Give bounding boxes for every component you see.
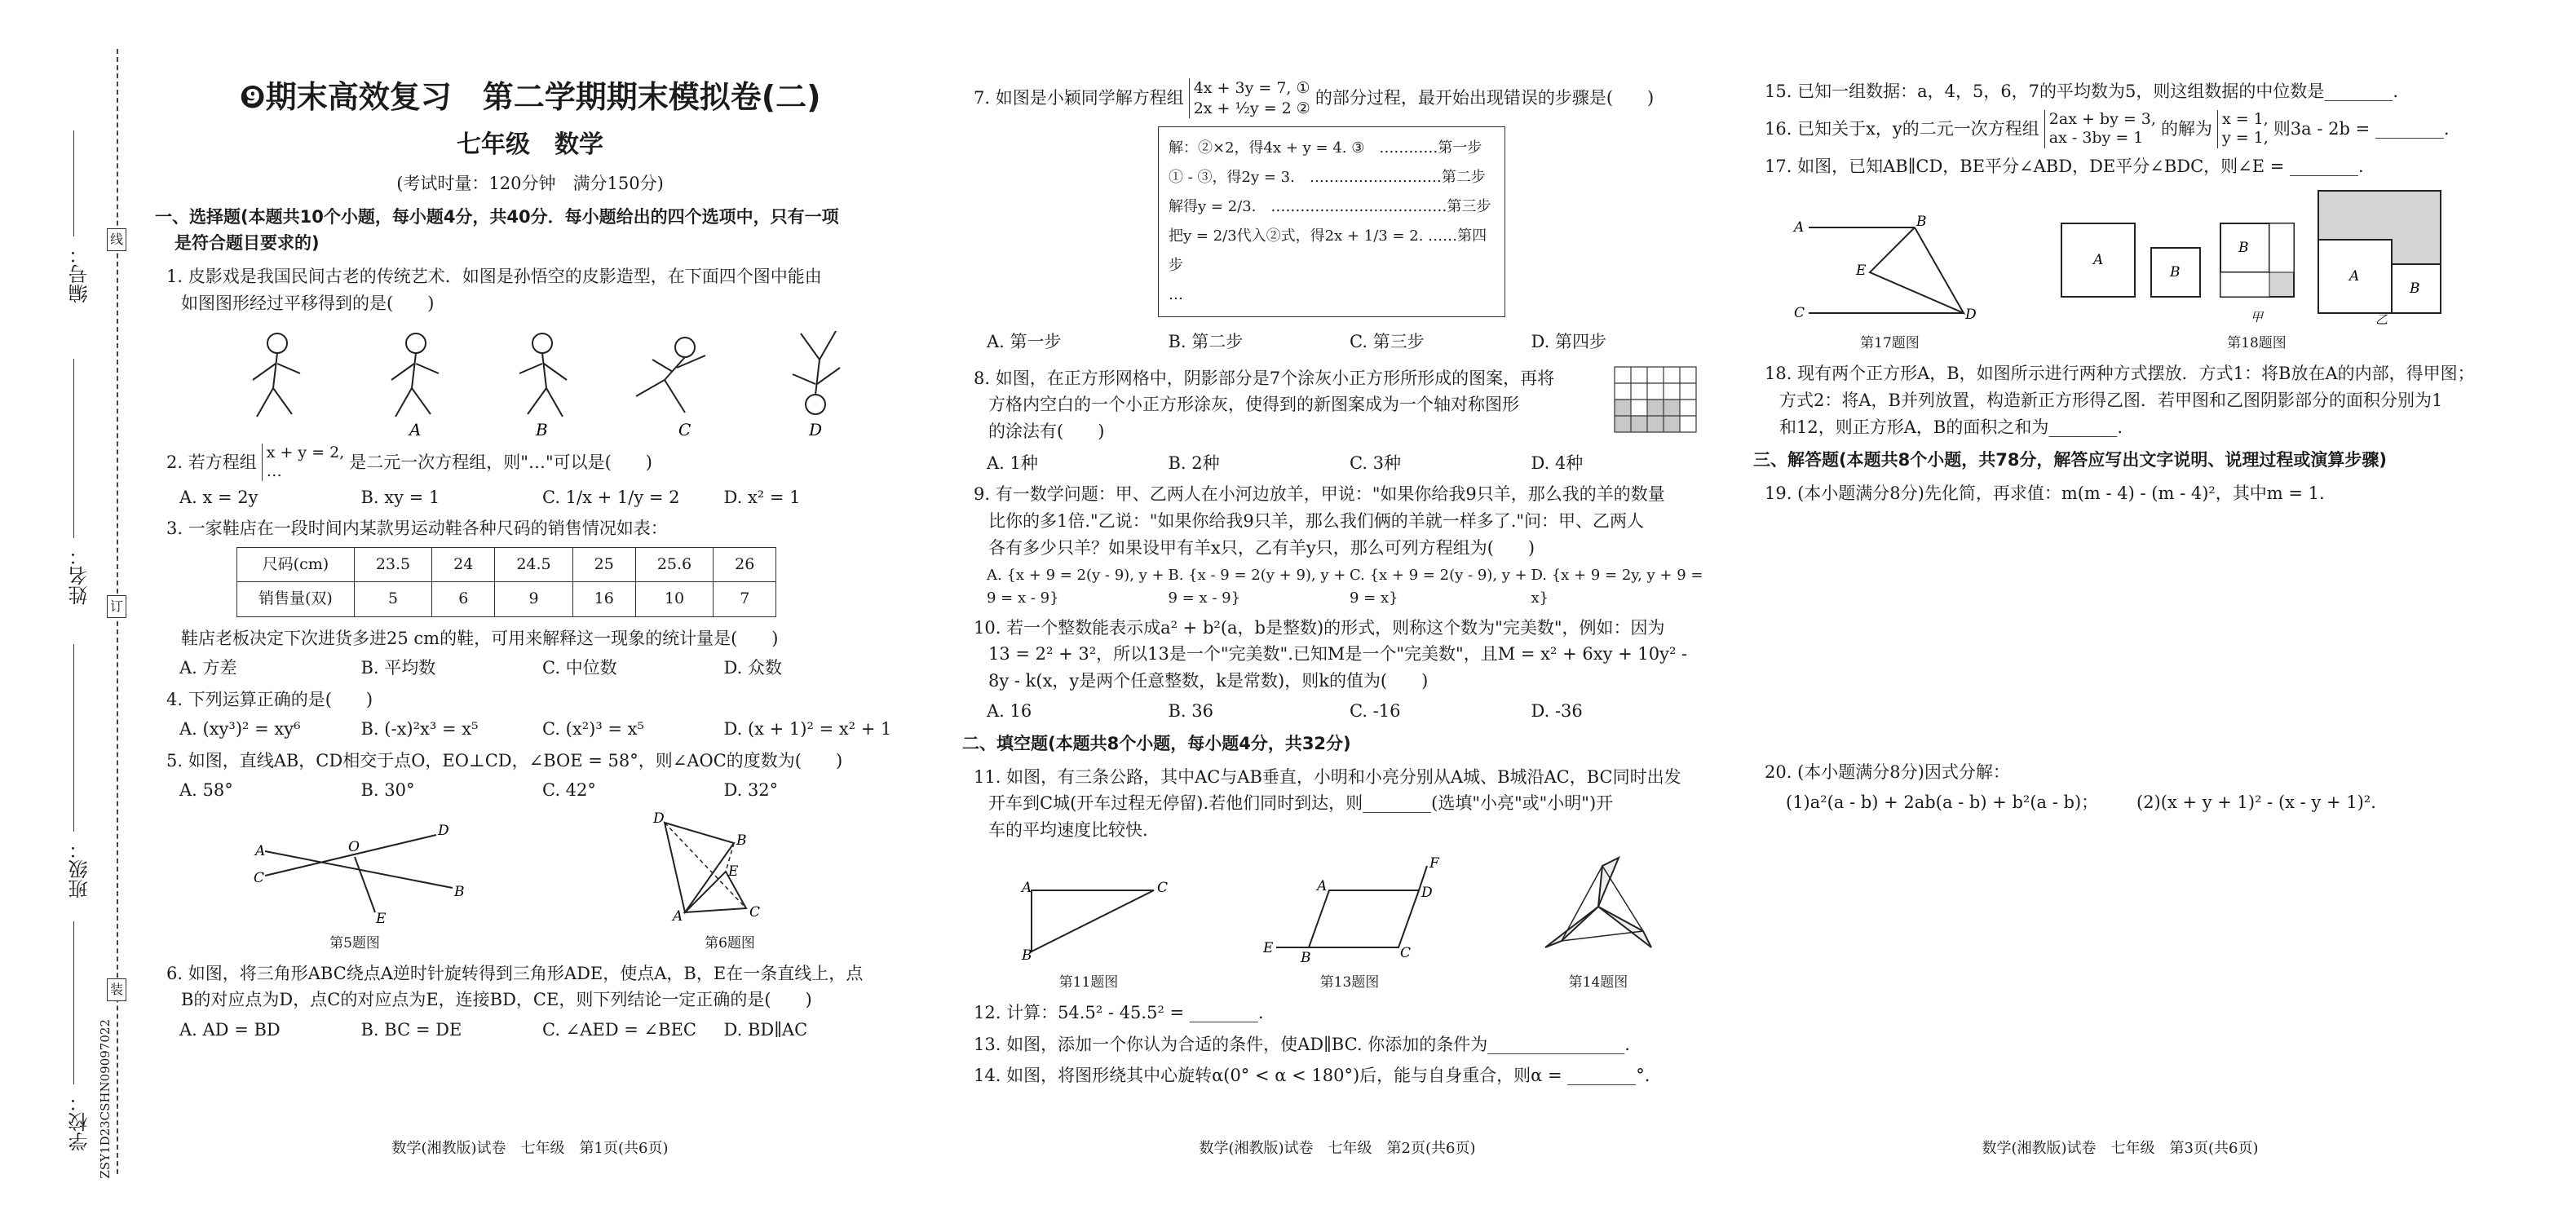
q18-line3: 和12，则正方形A，B的面积之和为________. [1779, 417, 2123, 437]
q7-option-b[interactable]: B. 第二步 [1168, 332, 1244, 352]
q7-sys1: 4x + 3y = 7, ① [1193, 79, 1310, 97]
cell: 6 [432, 582, 495, 616]
cell: 25 [572, 547, 635, 581]
svg-text:C: C [254, 869, 265, 886]
question-14: 14. 如图，将图形绕其中心旋转α(0° < α < 180°)后，能与自身重合，则α = ________°. [974, 1066, 1650, 1086]
fig14-diagram [1529, 850, 1668, 964]
question-17: 17. 如图，已知AB∥CD，BE平分∠ABD，DE平分∠BDC，则∠E = ________. [1765, 157, 2364, 177]
q2-system [262, 444, 345, 481]
fig14-caption: 第14题图 [1568, 974, 1628, 991]
q9-options [987, 564, 1712, 610]
footer-page-2: 数学(湘教版)试卷 七年级 第2页(共6页) [1199, 1140, 1476, 1157]
fig17-caption: 第17题图 [1860, 335, 1920, 352]
q7-option-d[interactable]: D. 第四步 [1531, 332, 1606, 352]
svg-text:B: B [2409, 280, 2419, 297]
question-18 [1765, 360, 2487, 440]
footer-page-3: 数学(湘教版)试卷 七年级 第3页(共6页) [1982, 1140, 2259, 1157]
q16-sol1: x = 1, [2221, 109, 2269, 128]
question-16 [1765, 110, 2487, 149]
cell: 24.5 [495, 547, 572, 581]
mark-mid: 订 [107, 595, 126, 618]
q2-option-a[interactable]: A. x = 2y [179, 487, 258, 507]
q10-line2: 13 = 2² + 3²，所以13是一个"完美数".已知M是一个"完美数"，且M = x² + 6xy + 10y² - [988, 644, 1688, 664]
question-2 [166, 444, 905, 481]
q3-options [179, 655, 905, 682]
fig5-caption: 第5题图 [329, 934, 380, 951]
q7-step-4: 把y = 2/3代入②式，得2x + 1/3 = 2. ……第四步 [1169, 227, 1487, 275]
puppet-b [519, 333, 567, 417]
q9-option-d[interactable]: D. {x + 9 = 2y, y + 9 = x} [1531, 567, 1703, 607]
q11-q14-figures [962, 850, 1712, 993]
q2-sys1: x + y = 2, [266, 444, 345, 462]
q7-step-5: … [1169, 286, 1183, 304]
q10-option-d[interactable]: D. -36 [1531, 700, 1583, 721]
xuexiao-label: 学校： [68, 1093, 91, 1151]
banji-blank [73, 644, 74, 832]
question-3: 3. 一家鞋店在一段时间内某款男运动鞋各种尺码的销售情况如表： [166, 519, 668, 539]
question-13: 13. 如图，添加一个你认为合适的条件，使AD∥BC. 你添加的条件为________________. [974, 1034, 1630, 1054]
q7-step-3: 解得y = 2/3. ………………………………第三步 [1169, 198, 1491, 216]
q7-step-2: ① - ③，得2y = 3. ………………………第二步 [1169, 169, 1486, 187]
q1-line2: 如图图形经过平移得到的是( ) [181, 293, 435, 313]
q10-option-a[interactable]: A. 16 [987, 700, 1032, 721]
question-7 [974, 78, 1712, 118]
q18-line2: 方式2：将A，B并列放置，构造新正方形得乙图．若甲图和乙图阴影部分的面积分别为1 [1779, 391, 2443, 411]
q16-mid: 的解为 [2160, 119, 2212, 139]
mark-top: 线 [107, 228, 126, 251]
q7-post: 的部分过程，最开始出现错误的步骤是( ) [1315, 88, 1655, 108]
jia-label: 甲 [2250, 309, 2263, 325]
q10-option-c[interactable]: C. -16 [1350, 700, 1401, 721]
cell: 25.6 [635, 547, 713, 581]
svg-text:D: D [1964, 306, 1977, 323]
q19-answer-space[interactable] [1753, 510, 2487, 754]
table-row [237, 582, 776, 616]
section-3-heading: 三、解答题(本题共8个小题，共78分，解答应写出文字说明、说理过程或演算步骤) [1753, 450, 2388, 470]
yi-label: 乙 [2375, 311, 2388, 327]
q8-option-a[interactable]: A. 1种 [987, 453, 1038, 473]
cell: 10 [635, 582, 713, 616]
question-8 [974, 365, 1615, 445]
svg-text:B: B [1301, 950, 1311, 967]
q6-options [179, 1017, 905, 1044]
q1-figures [188, 323, 905, 440]
svg-text:A: A [2092, 251, 2103, 268]
q3-table [236, 547, 776, 617]
q4-option-d[interactable]: D. (x + 1)² = x² + 1 [723, 719, 892, 740]
fig6 [648, 810, 811, 954]
q16-pre: 16. 已知关于x，y的二元一次方程组 [1765, 119, 2039, 139]
q7-option-c[interactable]: C. 第三步 [1350, 332, 1425, 352]
q6-option-a[interactable]: A. AD = BD [179, 1019, 281, 1040]
q6-option-b[interactable]: B. BC = DE [360, 1019, 462, 1040]
page-1 [155, 73, 905, 1049]
svg-text:B: B [2238, 239, 2248, 256]
q7-process-box [1158, 126, 1505, 317]
paper-code: ZSY1D23CSHN09097022 [98, 1019, 113, 1179]
q6-option-c[interactable]: C. ∠AED = ∠BEC [542, 1019, 696, 1040]
q20-part-1: (1)a²(a - b) + 2ab(a - b) + b²(a - b)； [1786, 792, 2099, 812]
xingming-label: 姓名： [68, 546, 91, 605]
svg-text:E: E [376, 910, 387, 927]
svg-text:A: A [2348, 267, 2359, 285]
svg-text:D: D [653, 810, 665, 827]
shadow-puppets [228, 323, 864, 440]
q7-system [1189, 78, 1310, 118]
q10-option-b[interactable]: B. 36 [1168, 700, 1214, 721]
svg-text:E: E [728, 863, 739, 880]
question-19: 19. (本小题满分8分)先化简，再求值：m(m - 4) - (m - 4)²，其中m = 1. [1765, 483, 2325, 503]
q10-line1: 10. 若一个整数能表示成a² + b²(a，b是整数)的形式，则称这个数为"完美数"，例如：因为 [974, 617, 1665, 638]
q10-line3: 8y - k(x，y是两个任意整数，k是常数)，则k的值为( ) [988, 670, 1429, 691]
label-b: B [536, 420, 548, 440]
q2-option-b[interactable]: B. xy = 1 [360, 487, 440, 507]
q7-option-a[interactable]: A. 第一步 [987, 332, 1062, 352]
q11-line3: 车的平均速度比较快. [988, 819, 1148, 840]
q6-line1: 6. 如图，将三角形ABC绕点A逆时针旋转得到三角形ADE，使点A，B，E在一条直线上，点 [166, 963, 864, 983]
fig11-caption: 第11题图 [1058, 974, 1119, 991]
page-title [155, 73, 905, 121]
q8-options [987, 450, 1712, 477]
question-20: 20. (本小题满分8分)因式分解： [1765, 762, 2010, 783]
q9-line1: 9. 有一数学问题：甲、乙两人在小河边放羊，甲说："如果你给我9只羊，那么我的羊的数量 [974, 484, 1665, 505]
q6-line2: B的对应点为D，点C的对应点为E，连接BD，CE，则下列结论一定正确的是( ) [181, 990, 812, 1010]
question-10 [974, 615, 1712, 695]
q1-line1: 1. 皮影戏是我国民间古老的传统艺术．如图是孙悟空的皮影造型，在下面四个图中能由 [166, 267, 822, 287]
svg-text:D: D [1421, 885, 1433, 902]
cell: 24 [432, 547, 495, 581]
cell: 23.5 [354, 547, 431, 581]
svg-text:A: A [1022, 880, 1032, 897]
q3-option-c[interactable]: C. 中位数 [542, 658, 617, 678]
fig18-caption: 第18题图 [2227, 335, 2287, 352]
q4-options [179, 716, 905, 743]
svg-text:C: C [1157, 880, 1169, 897]
puppet-original [253, 333, 300, 417]
svg-text:A: A [255, 842, 266, 859]
exam-info: (考试时量：120分钟 满分150分) [396, 174, 664, 194]
q9-option-b[interactable]: B. {x - 9 = 2(y + 9), y + 9 = x - 9} [1168, 567, 1346, 607]
mark-bottom: 装 [107, 978, 126, 1001]
svg-text:B: B [454, 883, 465, 900]
q16-solution [2217, 110, 2269, 149]
xuexiao-blank [73, 921, 74, 1084]
q5-option-d[interactable]: D. 32° [723, 780, 779, 801]
q9-line3: 各有多少只羊？如果设甲有羊x只，乙有羊y只，那么可列方程组为( ) [988, 537, 1535, 558]
q5-option-a[interactable]: A. 58° [179, 780, 233, 801]
svg-text:C: C [749, 903, 761, 921]
page-3 [1753, 73, 2487, 815]
q9-line2: 比你的多1倍."乙说："如果你给我9只羊，那么我们俩的羊就一样多了."问：甲、乙两人 [988, 511, 1645, 532]
fig5 [249, 819, 465, 954]
q4-option-b[interactable]: B. (-x)²x³ = x⁵ [360, 719, 479, 740]
fig5-diagram [249, 819, 465, 927]
badge-icon: ❾ [239, 79, 266, 115]
fig13-caption: 第13题图 [1319, 974, 1380, 991]
q16-system [2044, 110, 2156, 149]
cell: 16 [572, 582, 635, 616]
cell: 销售量(双) [237, 582, 355, 616]
fig11-diagram [1007, 874, 1170, 964]
q3-line2: 鞋店老板决定下次进货多进25 cm的鞋，可用来解释这一现象的统计量是( ) [181, 628, 779, 648]
svg-text:B: B [736, 832, 747, 849]
svg-text:E: E [1855, 262, 1866, 279]
q8-line2: 方格内空白的一个小正方形涂灰，使得到的新图案成为一个轴对称图形 [988, 395, 1519, 415]
q8-option-c[interactable]: C. 3种 [1350, 453, 1402, 473]
fig13 [1260, 855, 1439, 993]
q4-option-a[interactable]: A. (xy³)² = xy⁶ [179, 719, 301, 740]
subtitle: 七年级 数学 [457, 130, 603, 159]
label-c: C [678, 420, 691, 440]
question-11 [974, 764, 1712, 844]
fig6-caption: 第6题图 [705, 934, 755, 951]
q7-pre: 7. 如图是小颖同学解方程组 [974, 88, 1184, 108]
svg-text:O: O [348, 838, 360, 855]
question-15: 15. 已知一组数据：a，4，5，6，7的平均数为5，则这组数据的中位数是________. [1765, 82, 2399, 101]
question-1 [166, 263, 905, 316]
sec1-line1: 一、选择题(本题共10个小题，每小题4分，共40分．每小题给出的四个选项中，只有一项 [155, 206, 839, 227]
puppet-a [391, 333, 439, 417]
q5-option-c[interactable]: C. 42° [542, 780, 596, 801]
q20-parts [1786, 789, 2487, 816]
fig13-diagram [1260, 855, 1439, 967]
question-12: 12. 计算：54.5² - 45.5² = ________. [974, 1003, 1264, 1023]
q20-part-2: (2)(x + y + 1)² - (x - y + 1)². [2136, 792, 2376, 812]
q2-option-c[interactable]: C. 1/x + 1/y = 2 [542, 487, 680, 507]
q9-option-a[interactable]: A. {x + 9 = 2(y - 9), y + 9 = x - 9} [987, 567, 1164, 607]
svg-text:A: A [1793, 219, 1804, 236]
fig14 [1529, 850, 1668, 993]
q8-option-d[interactable]: D. 4种 [1531, 453, 1584, 473]
q11-line2: 开车到C城(开车过程无停留).若他们同时到达，则________(选填"小亮"或"小明")开 [988, 793, 1614, 814]
fig17 [1784, 203, 1996, 355]
q11-line1: 11. 如图，有三条公路，其中AC与AB垂直，小明和小亮分别从A城、B城沿AC，BC同时出发 [974, 766, 1681, 787]
q8-grid [1615, 367, 1696, 448]
q16-sol2: y = 1, [2221, 129, 2269, 148]
svg-text:C: C [1793, 304, 1805, 321]
q8-line1: 8. 如图，在正方形网格中，阴影部分是7个涂灰小正方形所形成的图案，再将 [974, 368, 1555, 388]
section-2-heading: 二、填空题(本题共8个小题，每小题4分，共32分) [962, 734, 1351, 754]
label-a: A [409, 420, 422, 440]
cell: 26 [714, 547, 776, 581]
fig11 [1007, 874, 1170, 993]
q9-option-c[interactable]: C. {x + 9 = 2(y - 9), y + 9 = x} [1350, 567, 1527, 607]
svg-text:B: B [2169, 263, 2180, 280]
table-row [237, 547, 776, 581]
q8-line3: 的涂法有( ) [988, 422, 1105, 442]
svg-text:A: A [673, 907, 683, 925]
page-2 [962, 73, 1712, 1093]
fig18 [2057, 187, 2457, 355]
svg-text:E: E [1263, 940, 1274, 957]
q2-sys2: … [266, 461, 282, 480]
q2-pre: 2. 若方程组 [166, 452, 257, 472]
question-6 [166, 960, 905, 1013]
svg-text:A: A [1317, 878, 1328, 895]
fig18-diagram [2057, 187, 2457, 325]
q5-option-b[interactable]: B. 30° [360, 780, 415, 801]
q3-option-d[interactable]: D. 众数 [723, 658, 782, 678]
fig17-diagram [1784, 203, 1996, 325]
cell: 7 [714, 582, 776, 616]
q4-option-c[interactable]: C. (x²)³ = x⁵ [542, 719, 644, 740]
question-4: 4. 下列运算正确的是( ) [166, 689, 373, 709]
q8-block [962, 360, 1712, 448]
q6-option-d[interactable]: D. BD∥AC [723, 1019, 808, 1040]
q2-options [179, 484, 905, 511]
question-5: 5. 如图，直线AB，CD相交于点O，EO⊥CD，∠BOE = 58°，则∠AOC的度数为( ) [166, 750, 843, 770]
q3-option-a[interactable]: A. 方差 [179, 658, 237, 678]
svg-text:D: D [438, 822, 449, 839]
q3-option-b[interactable]: B. 平均数 [360, 658, 436, 678]
sec1-line2: 是符合题目要求的) [175, 233, 320, 254]
q2-option-d[interactable]: D. x² = 1 [723, 487, 801, 507]
cell: 9 [495, 582, 572, 616]
q7-options [987, 329, 1712, 355]
cell: 尺码(cm) [237, 547, 355, 581]
svg-text:C: C [1400, 945, 1412, 962]
svg-text:B: B [1915, 213, 1926, 230]
q5-options [179, 777, 905, 804]
xingming-blank [73, 359, 74, 538]
section-1-heading [155, 204, 905, 257]
q18-line1: 18. 现有两个正方形A，B，如图所示进行两种方式摆放．方式1：将B放在A的内部，得甲图； [1765, 364, 2475, 384]
q17-q18-figures [1753, 187, 2487, 355]
title-text: 期末高效复习 第二学期期末模拟卷(二) [265, 79, 821, 115]
bianhao-label: 编号： [68, 245, 91, 303]
q5-q6-figures [155, 810, 905, 954]
q16-post: 则3a - 2b = ________. [2273, 119, 2450, 139]
label-d: D [809, 420, 823, 440]
banji-label: 班级： [68, 840, 91, 898]
q2-post: 是二元一次方程组，则"…"可以是( ) [349, 452, 652, 472]
svg-text:B: B [1022, 947, 1032, 965]
puppet-c [636, 338, 705, 413]
q8-option-b[interactable]: B. 2种 [1168, 453, 1220, 473]
svg-text:F: F [1429, 855, 1439, 872]
q16-sys2: ax - 3by = 1 [2048, 129, 2144, 148]
question-9 [974, 481, 1712, 561]
fig6-diagram [648, 810, 811, 925]
q7-sys2: 2x + ½y = 2 ② [1193, 99, 1310, 117]
footer-page-1: 数学(湘教版)试卷 七年级 第1页(共6页) [391, 1140, 669, 1157]
q16-sys1: 2ax + by = 3, [2048, 109, 2156, 128]
puppet-d [793, 331, 840, 414]
q7-step-1: 解：②×2，得4x + y = 4. ③ …………第一步 [1169, 139, 1482, 157]
bianhao-blank [73, 130, 74, 236]
cell: 5 [354, 582, 431, 616]
q10-options [987, 698, 1712, 725]
